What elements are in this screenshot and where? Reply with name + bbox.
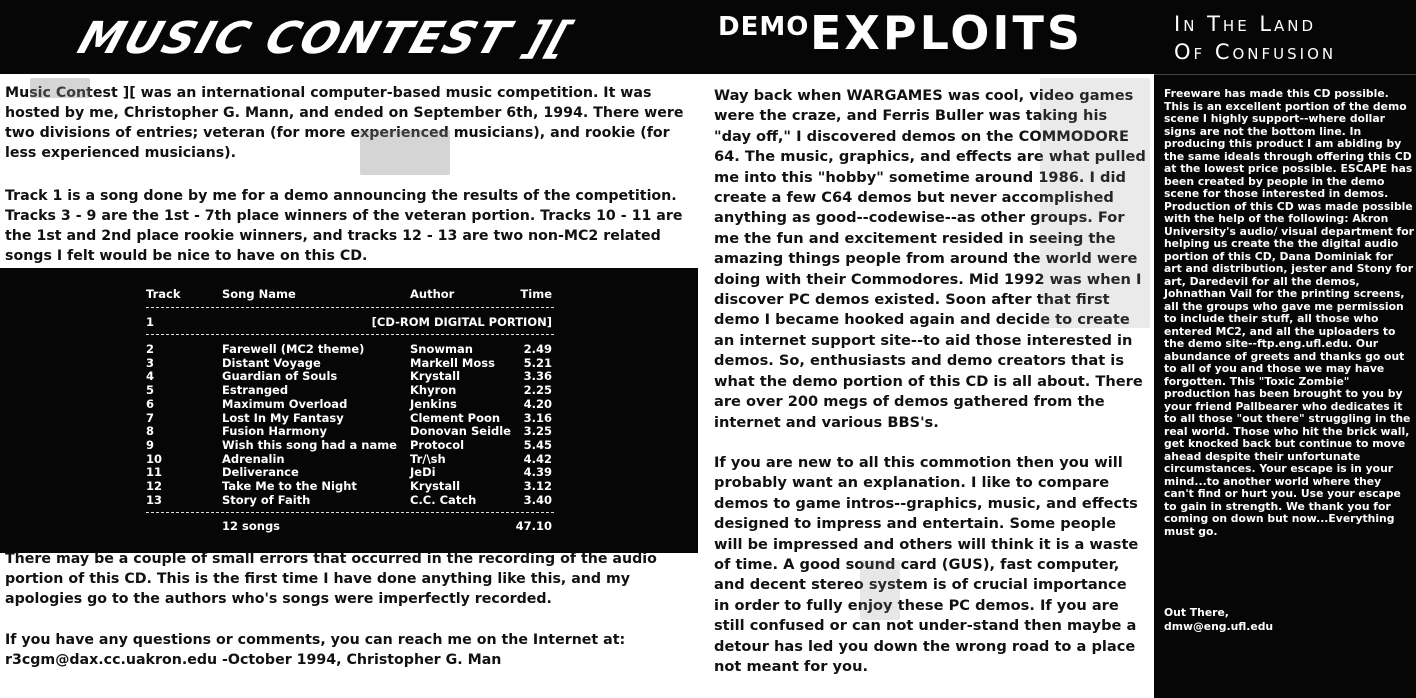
- title-banner: [0, 0, 706, 74]
- land-title-line1: In The Land: [1174, 12, 1317, 36]
- header-song: Song Name: [222, 287, 296, 301]
- cdrom-label: [CD-ROM DIGITAL PORTION]: [371, 315, 552, 329]
- header-time: Time: [520, 287, 552, 301]
- noise-speck: [30, 78, 90, 98]
- demo-explanation-paragraph: If you are new to all this commotion then you will probably want an explanation. I like to compare demos to game intros--graphics, music, and effects designed to impress and entertain. Some people will be impressed and others will think it is a waste of time. A good sound card (GUS), fast computer, and decent stereo system is of crucial importance in order to fully enjoy these PC demos. If you are still confused or can not under-stand then maybe a detour has led you down the wrong road to a place not meant for you.: [714, 454, 1139, 676]
- title-exploits-word: EXPLOITS: [810, 6, 1084, 60]
- header-track: Track: [146, 287, 181, 301]
- contact-paragraph: If you have any questions or comments, you can reach me on the Internet at: r3cgm@dax.cc.uakron.edu -October 1994, Christopher G. Man: [5, 632, 626, 668]
- land-title: [1174, 10, 1336, 66]
- noise-speck: [1040, 78, 1150, 328]
- header-author: Author: [410, 287, 455, 301]
- freeware-paragraph: Freeware has made this CD possible. This is an excellent portion of the demo scene I highly support--where dollar signs are not the bottom line. In producing this product I am abiding by the same ideals through offering this CD at the lowest price possible. ESCAPE has been created by people in the demo scene for those interested in demos. Production of this CD was made possible with the help of the following: Akron University's audio/ visual department for helping us create the the digital audio portion of this CD, Dana Dominiak for art and distribution, jester and Stony for art, Daredevil for all the demos, Johnathan Vail for the printing screens, all the groups who gave me permission to include their stuff, all those who entered MC2, and all the uploaders to the demo site--ftp.eng.ufl.edu. Our abundance of greets and thanks go out to all of you and those we may have forgotten. This "Toxic Zombie" production has been brought to you by your friend Pallbearer who dedicates it to all those "out there" struggling in the real world. Those who hit the brick wall, get knocked back but continue to move ahead despite their unfortunate circumstances. Your escape is in your mind...to another world where they can't find or hurt you. Use your escape to gain in strength. We thank you for coming on down but now...Everything must go.: [1164, 87, 1414, 538]
- music-contest-title: MUSIC CONTEST ][: [71, 13, 580, 64]
- intro-paragraph: Music Contest ][ was an international computer-based music competition. It was hosted by me, Christopher G. Mann, and ended on September 6th, 1994. There were two divisions of entries; veteran (for more experienced musicians), and rookie (for less experienced musicians).: [5, 85, 684, 161]
- signoff-name: Out There,: [1164, 606, 1229, 619]
- land-of-confusion-panel: [1154, 0, 1416, 698]
- title-demo-word: DEMO: [718, 12, 810, 42]
- title-banner: [706, 0, 1154, 74]
- table-divider: [146, 512, 554, 513]
- errors-paragraph: There may be a couple of small errors that occurred in the recording of the audio portion of this CD. This is the first time I have done anything like this, and my apologies go to the authors who's songs were imperfectly recorded.: [5, 551, 657, 607]
- signoff-email: dmw@eng.ufl.edu: [1164, 620, 1274, 633]
- table-divider: [146, 334, 554, 335]
- land-title-line2: Of Confusion: [1174, 40, 1337, 64]
- noise-speck: [860, 560, 900, 620]
- total-songs: 12 songs: [222, 519, 281, 533]
- tracks-paragraph: Track 1 is a song done by me for a demo announcing the results of the competition. Tracks 3 - 9 are the 1st - 7th place winners of the veteran portion. Tracks 10 - 11 are the 1st and 2nd place rookie winners, and tracks 12 - 13 are two non-MC2 related songs I felt would be nice to have on this CD.: [5, 188, 683, 264]
- music-contest-panel: [0, 0, 706, 698]
- track-number: 1: [146, 315, 155, 329]
- track-table: Track Song Name Author Time 1 [CD-ROM DIGITAL PORTION] 2 Farewell (MC2 theme) Snowman 2.49 3 Distant Voyage Markell Moss 5.21 4 Guardian of Souls Krystall 3.36 5 Estranged Khyron 2.25 6 Maximum Overload Jenkins 4.20 7 Lost In My Fantasy Clement Poon 3.16 8 Fusion Harmony Donovan Seidle 3.25 9 Wish this song had a name Protocol 5.45 10 Adrenalin Tr/\sh 4.42 11 Deliverance JeDi 4.39 12 Take Me to the Night Krystall 3.12 13 Story of Faith C.C. Catch 3.40 12 songs 47.10: [0, 268, 698, 553]
- noise-speck: [360, 130, 450, 175]
- total-time: 47.10: [515, 519, 552, 533]
- demo-history-paragraph: Way back when WARGAMES was cool, video games were the craze, and Ferris Buller was taking his "day off," I discovered demos on the COMMODORE 64. The music, graphics, and effects are what pulled me into this "hobby" sometime around 1986. I did create a few C64 demos but never accomplished anything as good--codewise--as other groups. For me the fun and excitement resided in seeing the amazing things people from around the world were doing with their Commodores. Mid 1992 was when I discover PC demos existed. Soon after that first demo I became hooked again and decide to create an internet support site--to aid those interested in demos. So, enthusiasts and demo creators that is what the demo portion of this CD is all about. There are over 200 megs of demos gathered from the internet and various BBS's.: [714, 87, 1146, 431]
- table-divider: [146, 307, 554, 308]
